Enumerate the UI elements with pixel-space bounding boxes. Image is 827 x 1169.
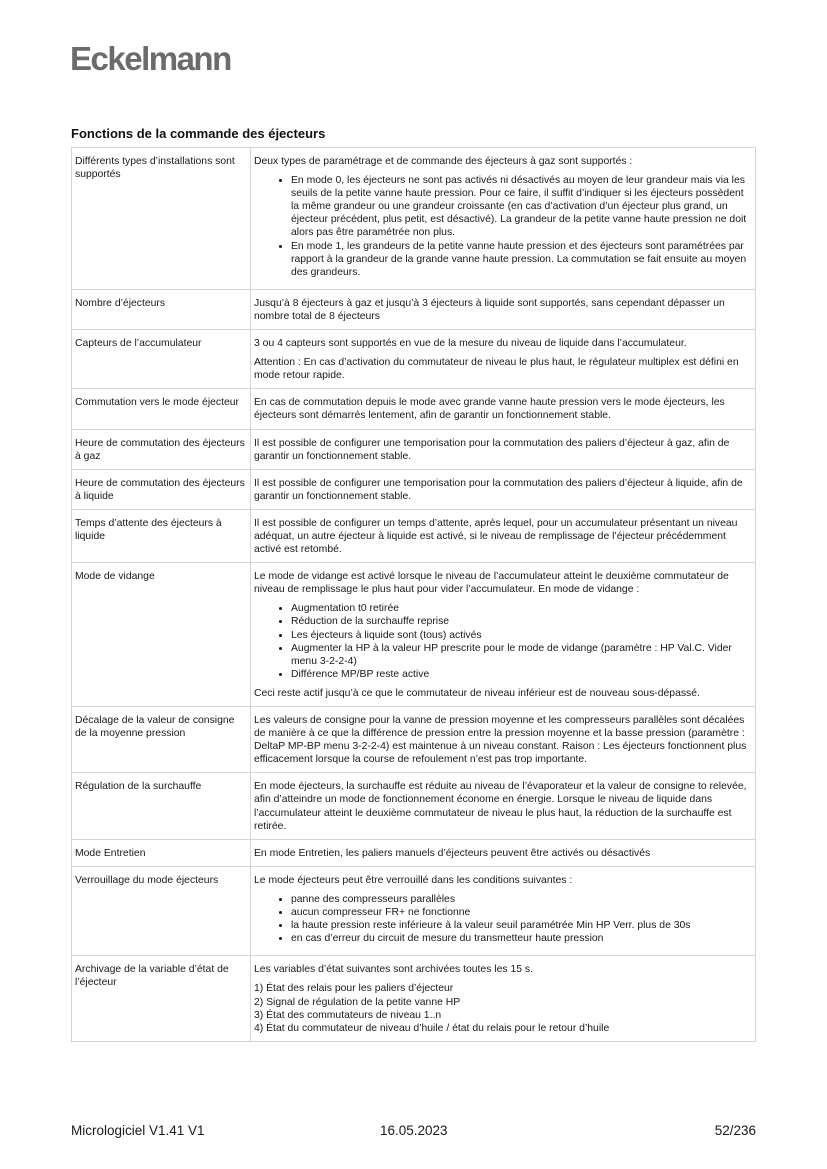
list-item: • aucun compresseur FR+ ne fonctionne [291,906,752,919]
list-item: • En mode 0, les éjecteurs ne sont pas activés ni désactivés au moyen de leur grandeur mais via les seuils de la petite vanne haute pression. Pour ce faire, il suffit d’indiquer si les éjecteurs possèdent la même grandeur ou une grandeur croissante (en cas d’activation d’un éjecteur plus grand, un éjecteur précédent, plus petit, est désactivé). La grandeur de la petite vanne haute pression ne doit alors pas être paramétrée non plus. [291,174,752,239]
row-note: Attention : En cas d’activation du commutateur de niveau le plus haut, le régulateur multiplex est défini en mode retour rapide. [254,357,739,382]
numbered-line: 2) Signal de régulation de la petite vanne HP [254,996,461,1008]
table-row [72,148,756,290]
row-description [251,839,756,866]
row-label: Verrouillage du mode éjecteurs [72,866,251,955]
eckelmann-logo: Eckelmann [70,40,231,77]
row-description [251,469,756,509]
bullet-list [254,602,752,681]
row-label: Archivage de la variable d’état de l’éjecteur [72,956,251,1041]
ejector-functions-table [71,147,756,1042]
bullet-list [254,893,752,945]
bullet-list [254,174,752,279]
row-label: Mode de vidange [72,563,251,707]
row-text: Le mode éjecteurs peut être verrouillé dans les conditions suivantes : [254,874,573,886]
row-text: Il est possible de configurer un temps d’attente, après lequel, pour un accumulateur présentant un niveau adéquat, un autre éjecteur à liquide est activé, si le niveau de remplissage de l’éjecteur précédemment activé est retombé. [254,517,738,556]
row-text: Il est possible de configurer une temporisation pour la commutation des paliers d’éjecteur à gaz, afin de garantir un fonctionnement stable. [254,437,730,462]
table-row [72,563,756,707]
row-text: 3 ou 4 capteurs sont supportés en vue de la mesure du niveau de liquide dans l’accumulateur. [254,338,687,350]
list-item: • Les éjecteurs à liquide sont (tous) activés [291,629,752,642]
row-description [251,429,756,469]
numbered-line: 3) État des commutateurs de niveau 1..n [254,1009,442,1021]
row-description [251,389,756,429]
row-label: Régulation de la surchauffe [72,773,251,839]
row-text: Jusqu’à 8 éjecteurs à gaz et jusqu’à 3 éjecteurs à liquide sont supportés, sans cependant dépasser un nombre total de 8 éjecteurs [254,297,725,322]
table-row [72,389,756,429]
list-item: • en cas d’erreur du circuit de mesure du transmetteur haute pression [291,932,752,945]
row-text: En mode éjecteurs, la surchauffe est réduite au niveau de l’évaporateur et la valeur de consigne to relevée, afin d’atteindre un mode de fonctionnement économe en énergie. Lorsque le niveau de liquide dans l’accumulateur atteint le deuxième commutateur de niveau le plus haut, la réduction de la surchauffe est retirée. [254,781,747,832]
row-label: Capteurs de l’accumulateur [72,330,251,389]
row-label: Heure de commutation des éjecteurs à liquide [72,469,251,509]
row-label: Temps d’attente des éjecteurs à liquide [72,509,251,562]
table-row [72,866,756,955]
list-item: • la haute pression reste inférieure à la valeur seuil paramétrée Min HP Verr. plus de 30s [291,919,752,932]
row-description [251,563,756,707]
table-row [72,289,756,329]
table-row [72,956,756,1041]
row-description [251,148,756,290]
row-label: Commutation vers le mode éjecteur [72,389,251,429]
row-text: En mode Entretien, les paliers manuels d’éjecteurs peuvent être activés ou désactivés [254,847,651,859]
footer-firmware-version: Micrologiciel V1.41 V1 [71,1123,205,1138]
list-item: • Différence MP/BP reste active [291,668,752,681]
table-row [72,839,756,866]
table-row [72,469,756,509]
row-label: Différents types d’installations sont supportés [72,148,251,290]
row-description [251,509,756,562]
row-description [251,707,756,773]
row-label: Décalage de la valeur de consigne de la moyenne pression [72,707,251,773]
row-label: Mode Entretien [72,839,251,866]
list-item: • Augmentation t0 retirée [291,602,752,615]
list-item: • panne des compresseurs parallèles [291,893,752,906]
table-row [72,509,756,562]
table-row [72,429,756,469]
row-text: Il est possible de configurer une temporisation pour la commutation des paliers d’éjecteur à liquide, afin de garantir un fonctionnement stable. [254,477,743,502]
footer-page-number: 52/236 [714,1123,756,1138]
row-text: Le mode de vidange est activé lorsque le niveau de l’accumulateur atteint le deuxième commutateur de niveau de remplissage le plus haut pour vider l’accumulateur. En mode de vidange : [254,571,729,596]
row-label: Heure de commutation des éjecteurs à gaz [72,429,251,469]
row-note: Ceci reste actif jusqu’à ce que le commutateur de niveau inférieur est de nouveau sous-dépassé. [254,687,700,699]
list-item: • En mode 1, les grandeurs de la petite vanne haute pression et des éjecteurs sont paramétrées par rapport à la grandeur de la grande vanne haute pression. La commutation se fait ensuite au moyen des grandeurs. [291,240,752,279]
numbered-line: 4) État du commutateur de niveau d’huile / état du relais pour le retour d’huile [254,1022,610,1034]
table-row [72,707,756,773]
row-text: Les variables d’état suivantes sont archivées toutes les 15 s. [254,964,533,976]
numbered-line: 1) État des relais pour les paliers d’éjecteur [254,983,454,995]
row-description [251,773,756,839]
row-description [251,289,756,329]
row-description [251,866,756,955]
row-description [251,330,756,389]
row-text: Les valeurs de consigne pour la vanne de pression moyenne et les compresseurs parallèles sont décalées de manière à ce que la différence de pression entre la pression moyenne et la basse pression (paramètre : DeltaP MP-BP menu 3-2-2-4) est maintenue à un niveau constant. Raison : Les éjecteurs fonctionnent plus efficacement lorsque la course de refoulement n’est pas trop importante. [254,715,747,766]
footer-date: 16.05.2023 [380,1123,448,1138]
list-item: • Augmenter la HP à la valeur HP prescrite pour le mode de vidange (paramètre : HP Val.C. Vider menu 3-2-2-4) [291,642,752,668]
section-title: Fonctions de la commande des éjecteurs [71,126,326,141]
row-text: En cas de commutation depuis le mode avec grande vanne haute pression vers le mode éjecteurs, les éjecteurs sont démarrés lentement, afin de garantir un fonctionnement stable. [254,397,725,422]
numbered-lines [254,982,752,1034]
table-row [72,773,756,839]
table-row [72,330,756,389]
list-item: • Réduction de la surchauffe reprise [291,615,752,628]
row-description [251,956,756,1041]
row-label: Nombre d’éjecteurs [72,289,251,329]
row-text: Deux types de paramétrage et de commande des éjecteurs à gaz sont supportés : [254,156,633,167]
